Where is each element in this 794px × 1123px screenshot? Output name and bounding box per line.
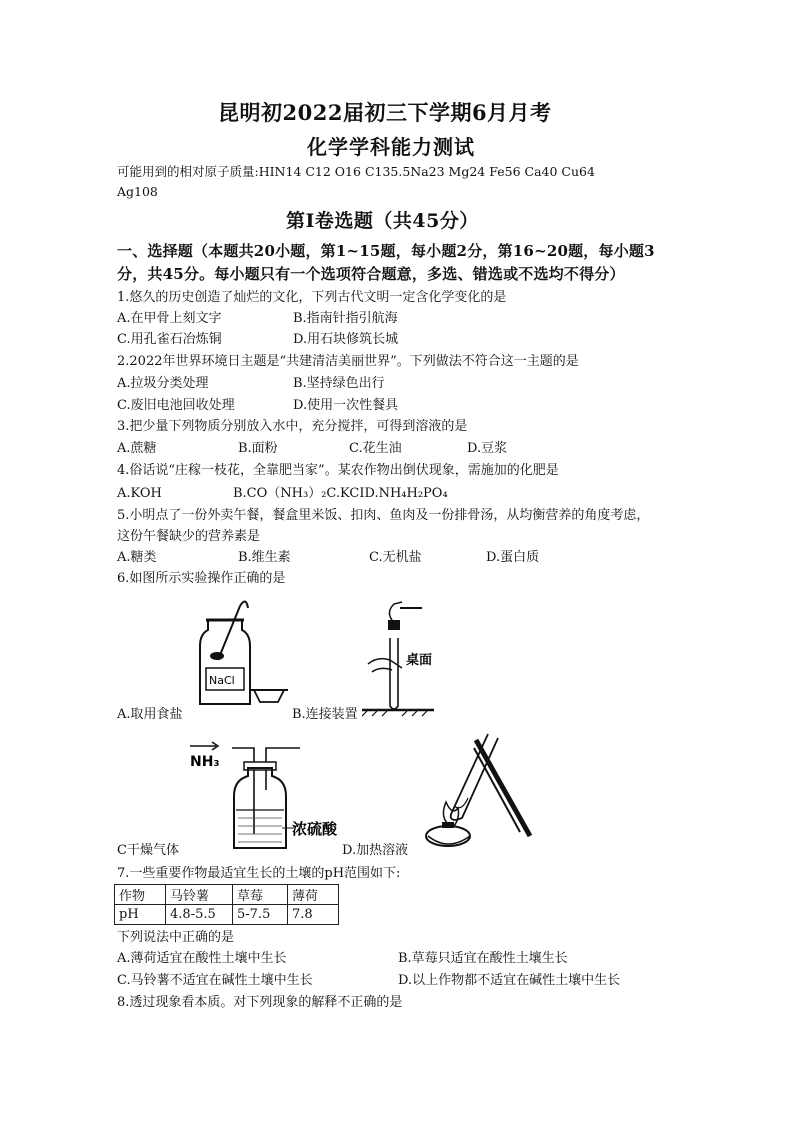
q7-option-b: B.草莓只适宜在酸性土壤生长: [398, 951, 568, 966]
section-instructions-line1: 一、选择题（本题共20小题，第1~15题，每小题2分，第16~20题，每小题3: [117, 242, 655, 260]
ph-table-header-row: [115, 885, 339, 905]
q3-option-b: B.面粉: [238, 441, 278, 456]
q6-option-c: C干燥气体: [117, 843, 179, 858]
q2-option-d: D.使用一次性餐具: [293, 398, 399, 413]
ph-table-row: [115, 905, 339, 925]
atomic-masses-line2: Ag108: [117, 184, 158, 199]
q5-option-d: D.蛋白质: [486, 550, 540, 565]
figure-d-heating-test-tube: [418, 728, 538, 852]
q2-stem: 2.2022年世界环境日主题是“共建清洁美丽世界”。下列做法不符合这一主题的是: [117, 354, 579, 369]
q7-stem: 7.一些重要作物最适宜生长的土壤的pH范围如下:: [117, 866, 401, 881]
q8-stem: 8.透过现象看本质。对下列现象的解释不正确的是: [117, 995, 403, 1010]
ph-table-header-cell: 作物: [115, 885, 166, 905]
q7-option-a: A.薄荷适宜在酸性土壤中生长: [117, 951, 287, 966]
desk-label: 桌面: [406, 653, 433, 668]
q4-options-bcd: B.CO（NH₃）₂C.KCID.NH₄H₂PO₄: [233, 486, 448, 501]
ph-table-cell: pH: [115, 905, 166, 925]
q4-stem: 4.俗话说“庄稼一枝花，全靠肥当家”。某农作物出倒伏现象，需施加的化肥是: [117, 463, 559, 478]
q1-option-d: D.用石块修筑长城: [293, 332, 399, 347]
ph-table-cell: 7.8: [288, 905, 339, 925]
atomic-masses-line1: 可能用到的相对原子质量:HIN14 C12 O16 C135.5Na23 Mg24 Fe56 Ca40 Cu64: [117, 164, 595, 179]
q1-option-c: C.用孔雀石冶炼铜: [117, 332, 222, 347]
q7-option-d: D.以上作物都不适宜在碱性土壤中生长: [398, 973, 621, 988]
ph-table: [114, 884, 339, 925]
q2-option-c: C.废旧电池回收处理: [117, 398, 235, 413]
q6-option-a: A.取用食盐: [117, 707, 183, 722]
q2-option-a: A.拉圾分类处理: [117, 376, 209, 391]
figure-c-gas-drying-bottle: [188, 740, 348, 852]
q5-option-a: A.糖类: [117, 550, 157, 565]
exam-subtitle: 化学学科能力测试: [307, 135, 475, 159]
q5-option-c: C.无机盐: [369, 550, 422, 565]
q5-stem-line2: 这份午餐缺少的营养素是: [117, 529, 261, 544]
q6-stem: 6.如图所示实验操作正确的是: [117, 571, 286, 586]
q3-option-a: A.蔗糖: [117, 441, 157, 456]
q4-option-a: A.KOH: [117, 486, 162, 501]
q3-option-d: D.豆浆: [467, 441, 508, 456]
q3-stem: 3.把少量下列物质分别放入水中，充分搅拌，可得到溶液的是: [117, 419, 468, 434]
figure-a-salt-bottle: [190, 598, 290, 718]
section-instructions-line2: 分，共45分。每小题只有一个选项符合题意，多选、错选或不选均不得分）: [117, 265, 625, 283]
figure-b-connect-apparatus: [362, 598, 442, 718]
ph-table-header-cell: 草莓: [233, 885, 288, 905]
q7-prompt: 下列说法中正确的是: [117, 930, 235, 945]
ph-table-header-cell: 马铃薯: [166, 885, 233, 905]
acid-label: 浓硫酸: [292, 820, 338, 838]
q7-option-c: C.马铃薯不适宜在碱性土壤中生长: [117, 973, 313, 988]
q1-option-a: A.在甲骨上刻文字: [117, 311, 222, 326]
ph-table-cell: 4.8-5.5: [166, 905, 233, 925]
nacl-label: NaCl: [209, 674, 235, 687]
q3-option-c: C.花生油: [349, 441, 402, 456]
nh3-label: NH₃: [190, 754, 220, 770]
q6-option-b: B.连接装置: [292, 707, 358, 722]
q1-option-b: B.指南针指引航海: [293, 311, 398, 326]
q2-option-b: B.坚持绿色出行: [293, 376, 385, 391]
ph-table-header-cell: 薄荷: [288, 885, 339, 905]
exam-title: 昆明初2022届初三下学期6月月考: [218, 100, 552, 125]
q5-option-b: B.维生素: [238, 550, 291, 565]
ph-table-cell: 5-7.5: [233, 905, 288, 925]
q5-stem-line1: 5.小明点了一份外卖午餐，餐盒里米饭、扣肉、鱼肉及一份排骨汤，从均衡营养的角度考虑，: [117, 508, 650, 523]
part-title: 第I卷选题（共45分）: [286, 210, 479, 232]
q1-stem: 1.悠久的历史创造了灿烂的文化，下列古代文明一定含化学变化的是: [117, 290, 507, 305]
q6-option-d: D.加热溶液: [342, 843, 409, 858]
